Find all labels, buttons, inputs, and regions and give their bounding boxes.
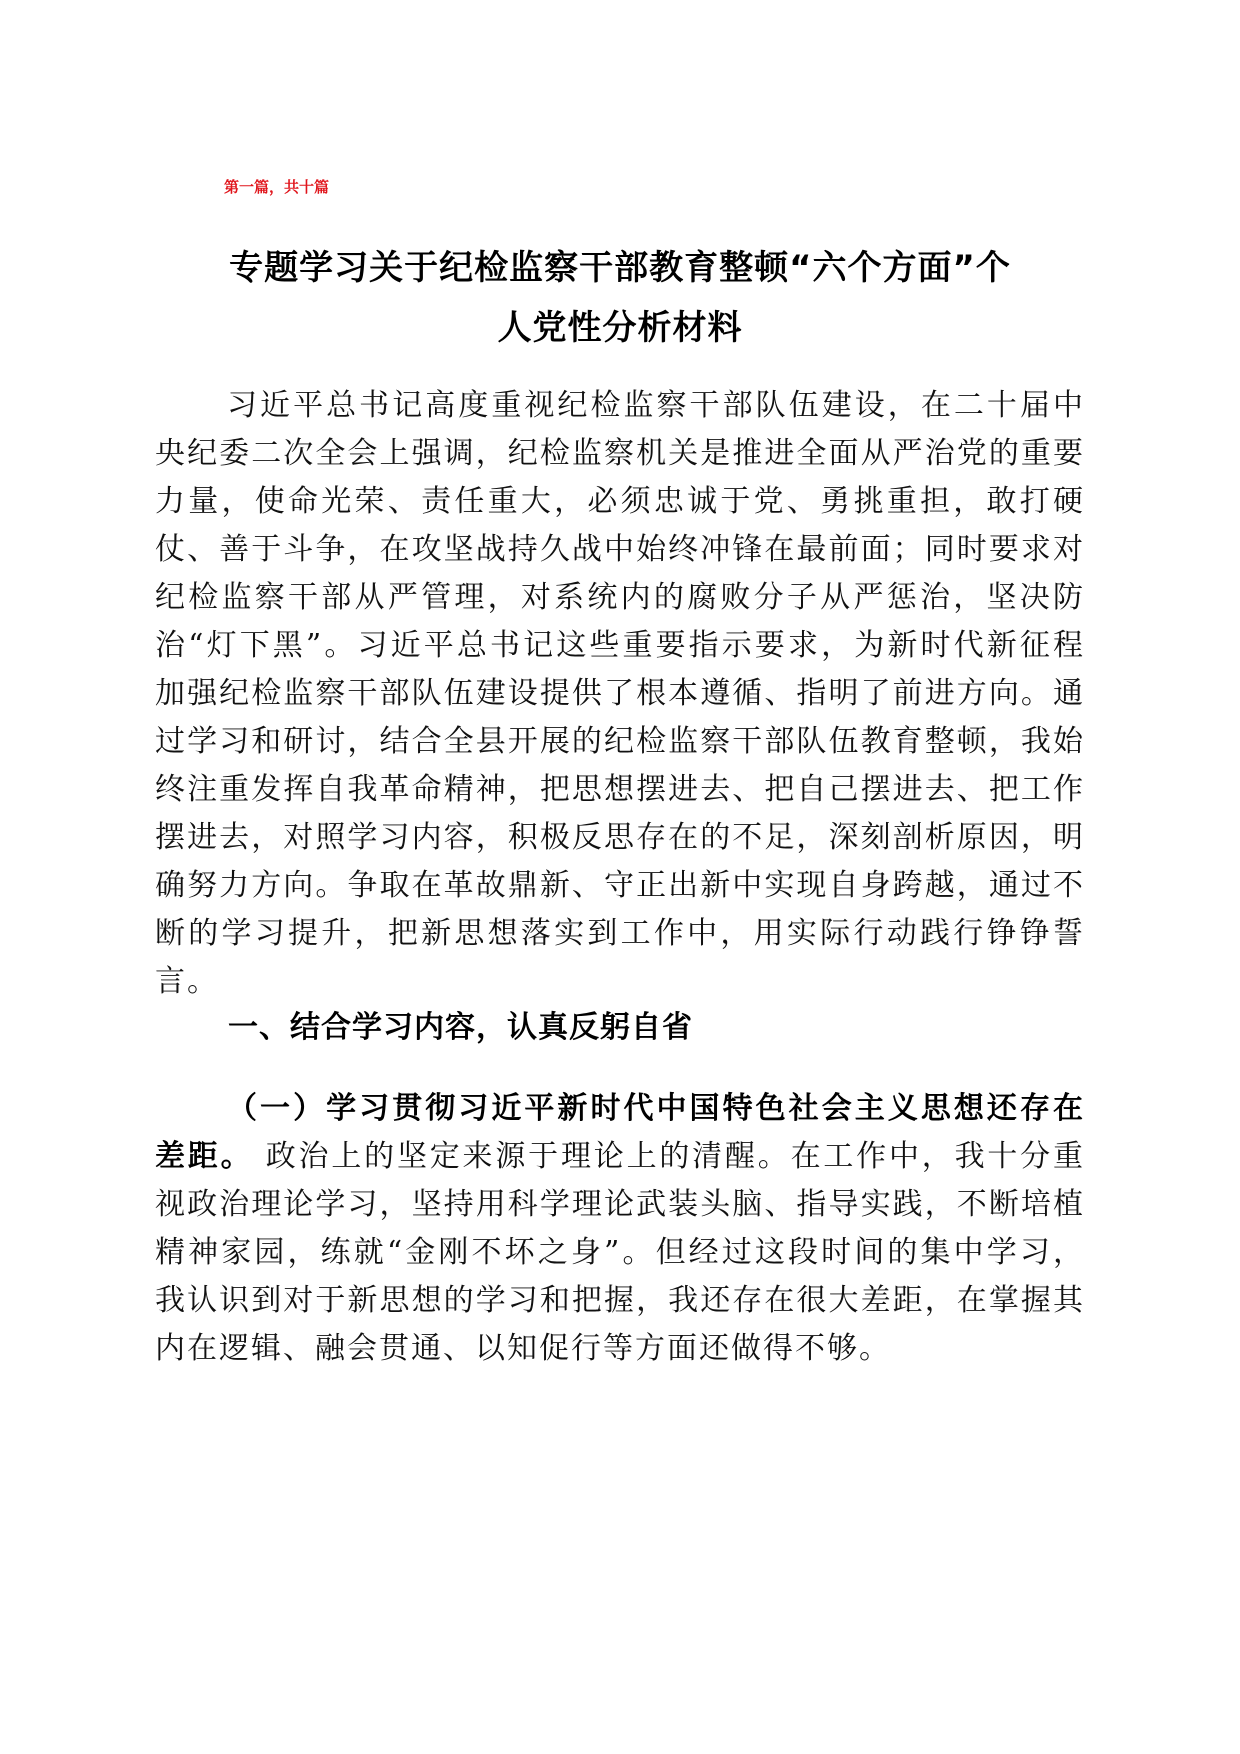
- section-1-heading: 一、结合学习内容，认真反躬自省: [228, 1010, 693, 1045]
- document-title-line-2: 人党性分析材料: [497, 308, 743, 348]
- intro-paragraph: 习近平总书记高度重视纪检监察干部队伍建设，在二十届中央纪委二次全会上强调，纪检监察机关是推进全面从严治党的重要力量，使命光荣、责任重大，必须忠诚于党、勇挑重担，敢打硬仗、善于斗争，在攻坚战持久战中始终冲锋在最前面；同时要求对纪检监察干部从严管理，对系统内的腐败分子从严惩治，坚决防治“灯下黑”。习近平总书记这些重要指示要求，为新时代新征程加强纪检监察干部队伍建设提供了根本遵循、指明了前进方向。通过学习和研讨，结合全县开展的纪检监察干部队伍教育整顿，我始终注重发挥自我革命精神，把思想摆进去、把自己摆进去、把工作摆进去，对照学习内容，积极反思存在的不足，深刻剖析原因，明确努力方向。争取在革故鼎新、守正出新中实现自身跨越，通过不断的学习提升，把新思想落实到工作中，用实际行动践行铮铮誓言。: [155, 388, 1085, 999]
- document-title-line-1: 专题学习关于纪检监察干部教育整顿“六个方面”个: [229, 248, 1011, 288]
- subsection-1-heading: （一）学习贯彻习近平新时代中国特色社会主义思想还存在差距。: [155, 1091, 1085, 1174]
- subsection-1-paragraph: [155, 1085, 1085, 1373]
- subsection-1-body: 政治上的坚定来源于理论上的清醒。在工作中，我十分重视政治理论学习，坚持用科学理论武装头脑、指导实践，不断培植精神家园，练就“金刚不坏之身”。但经过这段时间的集中学习，我认识到对于新思想的学习和把握，我还存在很大差距，在掌握其内在逻辑、融会贯通、以知促行等方面还做得不够。: [155, 1139, 1085, 1366]
- intro-section: [155, 382, 1085, 1006]
- subsection-1: [155, 1085, 1085, 1373]
- part-label: 第一篇，共十篇: [224, 178, 330, 196]
